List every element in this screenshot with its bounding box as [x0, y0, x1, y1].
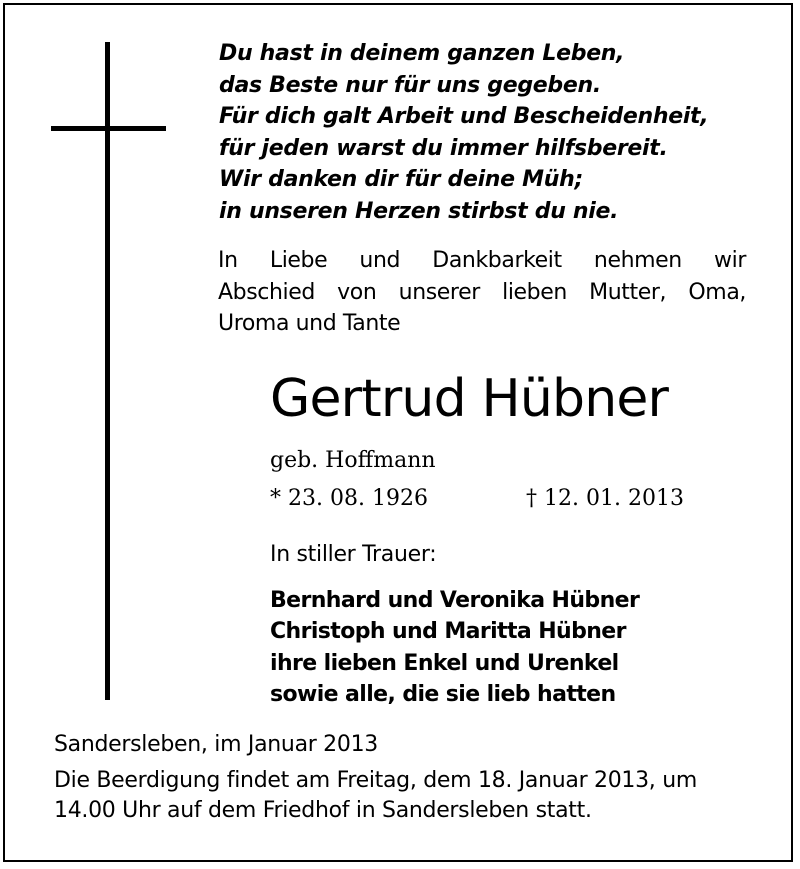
poem-line: Für dich galt Arbeit und Bescheidenheit,: [219, 104, 709, 130]
cross-horizontal-bar: [51, 126, 166, 131]
intro-line: Abschied von unserer lieben Mutter, Oma,: [218, 279, 746, 305]
mourner-entry: Christoph und Maritta Hübner: [270, 619, 626, 645]
memorial-poem: [219, 38, 708, 228]
poem-line: Du hast in deinem ganzen Leben,: [219, 41, 625, 66]
mourner-entry: sowie alle, die sie lieb hatten: [270, 681, 616, 707]
intro-line: Uroma und Tante: [218, 311, 401, 336]
birth-date: * 23. 08. 1926: [270, 486, 428, 511]
farewell-intro: [218, 245, 746, 340]
poem-line: Wir danken dir für deine Müh;: [219, 167, 583, 193]
mourner-entry: ihre lieben Enkel und Urenkel: [270, 650, 619, 676]
cross-vertical-bar: [105, 42, 110, 700]
poem-line: für jeden warst du immer hilfsbereit.: [219, 135, 668, 161]
poem-line: das Beste nur für uns gegeben.: [219, 72, 601, 98]
poem-line: in unseren Herzen stirbst du nie.: [219, 198, 619, 224]
mourner-entry: Bernhard und Veronika Hübner: [270, 588, 640, 613]
death-date: † 12. 01. 2013: [526, 486, 684, 511]
mourners-list: [270, 585, 639, 710]
deceased-name: Gertrud Hübner: [270, 369, 669, 429]
maiden-name: geb. Hoffmann: [270, 448, 436, 473]
mourning-label: In stiller Trauer:: [270, 542, 437, 567]
funeral-line: 14.00 Uhr auf dem Friedhof in Sandersleben statt.: [54, 798, 592, 823]
funeral-line: Die Beerdigung findet am Freitag, dem 18. Januar 2013, um: [54, 768, 697, 793]
place-and-date: Sandersleben, im Januar 2013: [54, 732, 378, 757]
intro-line: In Liebe und Dankbarkeit nehmen wir: [218, 248, 746, 273]
funeral-notice: [54, 766, 697, 826]
